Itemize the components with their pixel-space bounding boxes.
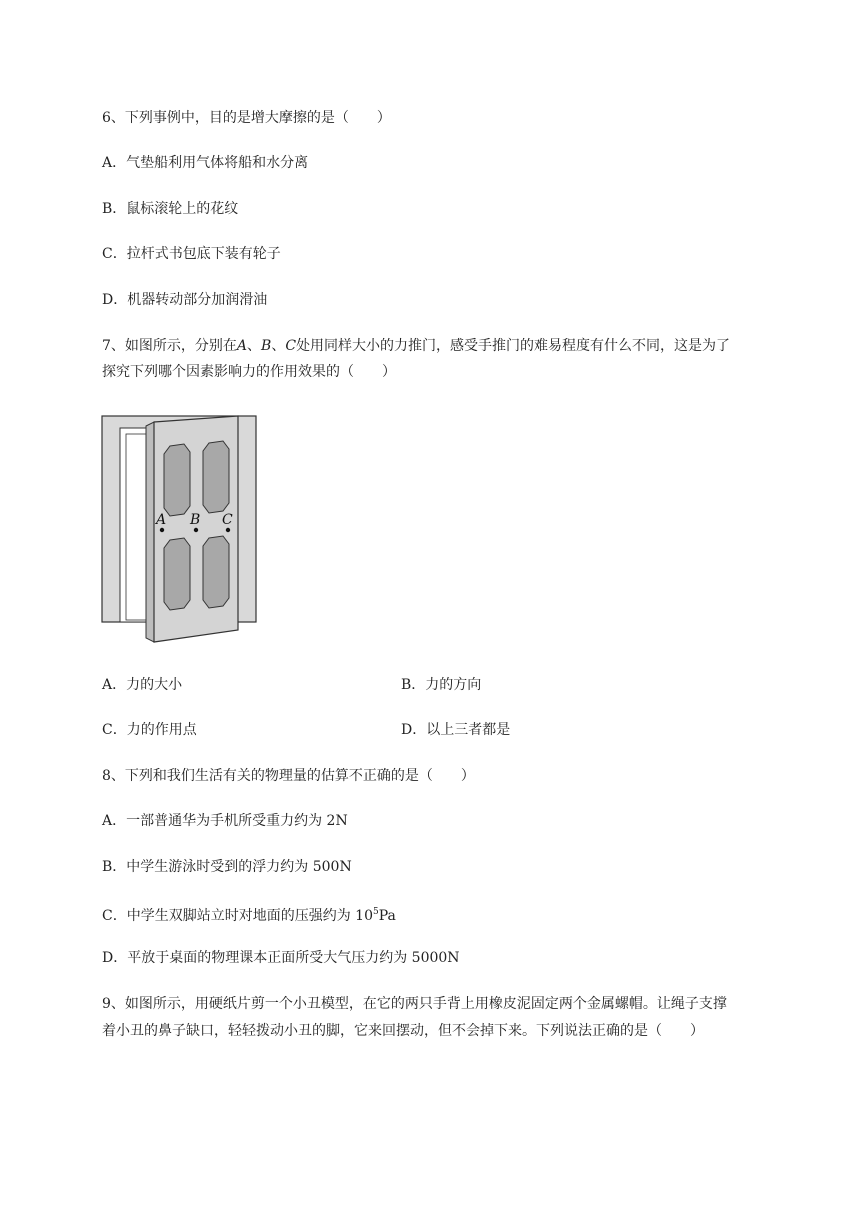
q8-option-c-exponent: 5 — [372, 907, 379, 917]
q7-option-b: B．力的方向 — [401, 677, 482, 693]
door-panel-bottom-right — [203, 536, 229, 608]
q8-option-b: B．中学生游泳时受到的浮力约为 500N — [102, 859, 352, 875]
q8-option-d: D．平放于桌面的物理课本正面所受大气压力约为 5000N — [102, 950, 460, 966]
door-panel-top-right — [203, 441, 229, 513]
q8-stem: 8、下列和我们生活有关的物理量的估算不正确的是（ ） — [102, 768, 475, 784]
door-figure — [100, 412, 260, 644]
point-a-label: A — [156, 512, 167, 528]
point-a-dot — [160, 528, 164, 532]
q6-option-c: C．拉杆式书包底下装有轮子 — [102, 246, 281, 262]
q8-option-c — [102, 902, 396, 926]
q7-sep2: 、 — [271, 338, 286, 354]
point-c-dot — [226, 528, 230, 532]
point-c-label: C — [222, 512, 233, 528]
q6-option-b: B．鼠标滚轮上的花纹 — [102, 201, 239, 217]
q6-stem: 6、下列事例中，目的是增大摩擦的是（ ） — [102, 110, 391, 126]
q7-option-a: A．力的大小 — [102, 677, 183, 693]
q8-option-a: A．一部普通华为手机所受重力约为 2N — [102, 813, 348, 829]
q7-sep1: 、 — [247, 338, 262, 354]
q7-stem-pre: 7、如图所示，分别在 — [102, 338, 237, 354]
q9-stem-line2: 着小丑的鼻子缺口，轻轻拨动小丑的脚，它来回摆动，但不会掉下来。下列说法正确的是（ ） — [102, 1023, 704, 1039]
door-edge — [146, 422, 154, 642]
point-b-label: B — [190, 512, 201, 528]
q7-point-c: C — [285, 338, 297, 354]
q7-stem-post: 处用同样大小的力推门，感受手推门的难易程度有什么不同，这是为了 — [296, 338, 731, 354]
point-b-dot — [194, 528, 198, 532]
door-panel-top-left — [164, 444, 190, 516]
q7-option-d: D．以上三者都是 — [401, 722, 511, 738]
q8-option-c-pre: C．中学生双脚站立时对地面的压强约为 10 — [102, 908, 373, 924]
q6-option-d: D．机器转动部分加润滑油 — [102, 292, 268, 308]
q8-option-c-unit: Pa — [378, 908, 396, 924]
q7-stem-line2: 探究下列哪个因素影响力的作用效果的（ ） — [102, 364, 396, 380]
q6-option-a: A．气垫船利用气体将船和水分离 — [102, 155, 309, 171]
q9-stem-line1: 9、如图所示，用硬纸片剪一个小丑模型，在它的两只手背上用橡皮泥固定两个金属螺帽。让绳子支撑 — [102, 996, 727, 1012]
q7-point-a: A — [236, 338, 248, 354]
q7-stem-line1 — [102, 336, 730, 356]
q7-option-c: C．力的作用点 — [102, 722, 197, 738]
door-illustration — [100, 412, 260, 644]
q7-point-b: B — [261, 338, 272, 354]
door-panel-bottom-left — [164, 538, 190, 610]
